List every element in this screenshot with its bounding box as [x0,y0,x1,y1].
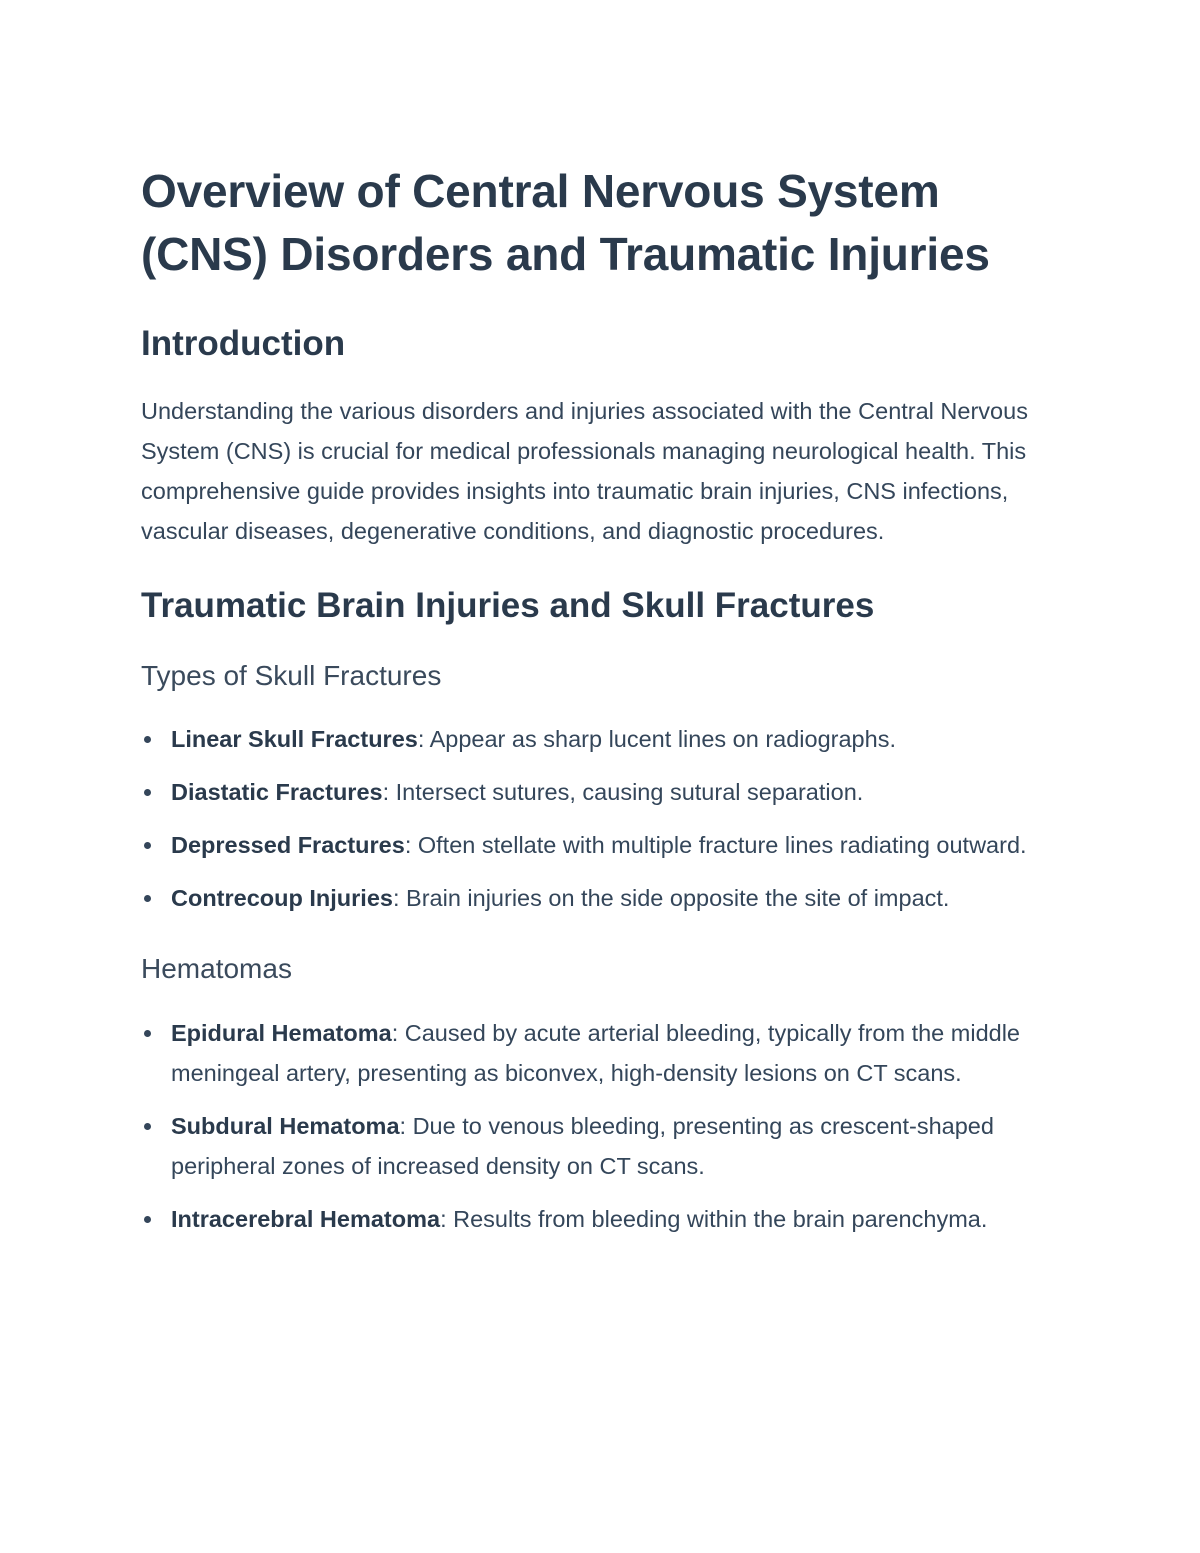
bullet-icon [144,1216,151,1223]
list-item-term: Subdural Hematoma [171,1113,400,1139]
list-item [141,719,1071,759]
bullet-icon [144,1123,151,1130]
bullet-icon [144,842,151,849]
subsection-heading-hematomas: Hematomas [141,953,292,984]
list-item [141,772,1071,812]
document-page [141,160,1071,1252]
list-item [141,878,1071,918]
bullet-icon [144,1030,151,1037]
list-item-term: Intracerebral Hematoma [171,1206,441,1232]
list-item-term: Epidural Hematoma [171,1020,392,1046]
skull-fractures-list [141,719,1071,918]
list-item-term: Linear Skull Fractures [171,726,418,752]
list-item-term: Contrecoup Injuries [171,885,393,911]
list-item [141,1013,1071,1093]
bullet-icon [144,736,151,743]
list-item [141,1199,1071,1239]
list-item [141,1106,1071,1186]
list-item-description: : Caused by acute arterial bleeding, typically from the middle meningeal artery, presenting as biconvex, high-density lesions on CT scans. [171,1020,1020,1086]
list-item-description: : Brain injuries on the side opposite the site of impact. [392,885,950,911]
introduction-paragraph: Understanding the various disorders and injuries associated with the Central Nervous System (CNS) is crucial for medical professionals managing neurological health. This comprehensive guide provides insights into traumatic brain injuries, CNS infections, vascular diseases, degenerative conditions, and diagnostic procedures. [141,398,1028,544]
list-item-description: : Results from bleeding within the brain parenchyma. [440,1206,988,1232]
list-item-term: Depressed Fractures [171,832,405,858]
section-heading-introduction: Introduction [141,324,346,363]
list-item [141,825,1071,865]
section-heading-traumatic-brain-injuries: Traumatic Brain Injuries and Skull Fractures [141,586,875,625]
list-item-description: : Intersect sutures, causing sutural separation. [382,779,864,805]
bullet-icon [144,789,151,796]
list-item-description: : Appear as sharp lucent lines on radiographs. [417,726,896,752]
list-item-description: : Often stellate with multiple fracture lines radiating outward. [404,832,1027,858]
bullet-icon [144,895,151,902]
page-title: Overview of Central Nervous System (CNS) Disorders and Traumatic Injuries [141,165,990,280]
subsection-heading-skull-fractures: Types of Skull Fractures [141,660,442,691]
list-item-term: Diastatic Fractures [171,779,383,805]
list-item-description: : Due to venous bleeding, presenting as crescent-shaped peripheral zones of increased density on CT scans. [171,1113,994,1179]
hematomas-list [141,1013,1071,1239]
